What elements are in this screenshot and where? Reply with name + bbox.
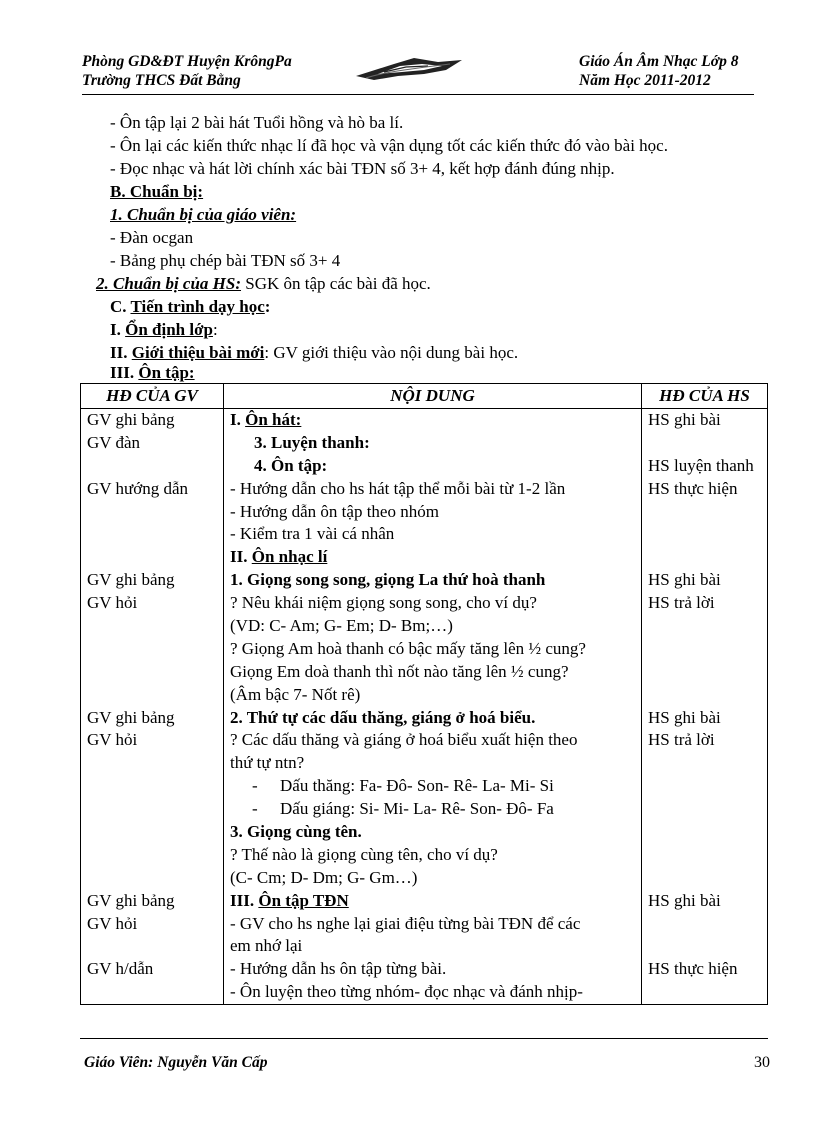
content-line-2: 3. Luyện thanh:	[254, 432, 370, 452]
step-1-num: I.	[110, 320, 126, 339]
prep-student	[96, 273, 431, 295]
content-line-4: - Hướng dẫn cho hs hát tập thể mỗi bài từ 1-2 lần	[230, 478, 566, 498]
flat-order: Dấu giáng: Si- Mi- La- Rê- Son- Đô- Fa	[280, 799, 554, 819]
content-line-20: ? Thế nào là giọng cùng tên, cho ví dụ?	[230, 844, 498, 864]
gv-line-22: GV ghi bảng	[87, 890, 175, 910]
content-line-25: - Hướng dẫn hs ôn tập từng bài.	[230, 959, 447, 979]
content-section-1-label: Ôn hát:	[245, 410, 302, 429]
content-section-2	[224, 546, 641, 569]
step-2-num: II.	[110, 343, 132, 362]
content-line-3: 4. Ôn tập:	[254, 455, 328, 475]
step-3	[110, 362, 195, 384]
procedure-suffix: :	[264, 297, 271, 316]
hs-line-1: HS ghi bài	[648, 410, 721, 429]
section-preparation: B. Chuẩn bị:	[110, 182, 204, 201]
content-line-6: - Kiểm tra 1 vài cá nhân	[230, 524, 395, 544]
table-row	[81, 409, 768, 1005]
step-1-suffix: :	[212, 320, 218, 339]
content-section-3-num: III.	[230, 890, 259, 910]
hs-line-25: HS thực hiện	[648, 959, 738, 979]
step-3-num: III.	[110, 363, 139, 382]
page-header	[82, 52, 752, 96]
prep-student-heading: 2. Chuẩn bị của HS:	[96, 274, 242, 293]
objective-2: - Ôn lại các kiến thức nhạc lí đã học và vận dụng tốt các kiến thức đó vào bài học.	[110, 136, 668, 155]
content-line-16: thứ tự ntn?	[230, 753, 305, 773]
header-subject: Giáo Án Âm Nhạc Lớp 8	[579, 53, 739, 70]
content-line-14: 2. Thứ tự các dấu thăng, giáng ở hoá biểu.	[230, 707, 536, 727]
dash-bullet-1: -	[252, 776, 258, 796]
dash-bullet-2: -	[252, 799, 258, 819]
content-section-3-label: Ôn tập TĐN	[258, 890, 349, 910]
content-line-23: - GV cho hs nghe lại giai điệu từng bài TĐN để các	[230, 913, 581, 933]
hs-line-3: HS luyện thanh	[648, 455, 754, 475]
content-line-12: Giọng Em doà thanh thì nốt nào tăng lên ½ cung?	[230, 661, 569, 681]
header-student-activity: HĐ CỦA HS	[642, 384, 768, 409]
objective-3: - Đọc nhạc và hát lời chính xác bài TĐN số 3+ 4, kết hợp đánh đúng nhịp.	[110, 159, 615, 178]
objective-1: - Ôn tập lại 2 bài hát Tuổi hồng và hò ba lí.	[110, 113, 404, 132]
content-column	[224, 409, 642, 1005]
hs-line-8: HS ghi bài	[648, 570, 721, 590]
content-line-26: - Ôn luyện theo từng nhóm- đọc nhạc và đánh nhịp-	[230, 982, 583, 1002]
hs-line-4: HS thực hiện	[648, 478, 738, 498]
content-line-10: (VD: C- Am; G- Em; D- Bm;…)	[230, 616, 453, 636]
header-school-year: Năm Học 2011-2012	[579, 72, 711, 89]
content-line-5: - Hướng dẫn ôn tập theo nhóm	[230, 501, 439, 521]
content-section-1	[224, 409, 641, 432]
sharp-order: Dấu thăng: Fa- Đô- Son- Rê- La- Mi- Si	[280, 776, 554, 796]
header-rule	[82, 94, 754, 95]
prep-teacher-item-1: - Đàn ocgan	[110, 228, 194, 247]
step-2-text: : GV giới thiệu vào nội dung bài học.	[264, 343, 519, 362]
header-right	[579, 52, 738, 90]
content-section-3	[224, 890, 641, 913]
prep-teacher-item-2: - Bảng phụ chép bài TĐN số 3+ 4	[110, 251, 341, 270]
gv-line-14: GV ghi bảng	[87, 707, 175, 727]
step-1	[110, 319, 218, 341]
section-procedure	[110, 296, 270, 318]
gv-line-2: GV đàn	[87, 432, 141, 452]
content-line-15: ? Các dấu thăng và giáng ở hoá biểu xuất hiện theo	[230, 730, 578, 750]
footer-rule	[80, 1038, 768, 1039]
teacher-activity-column	[81, 409, 224, 1005]
gv-line-4: GV hướng dẫn	[87, 478, 188, 498]
gv-line-8: GV ghi bảng	[87, 570, 175, 590]
content-line-13: (Âm bậc 7- Nốt rê)	[230, 684, 361, 704]
header-left	[82, 52, 292, 90]
student-activity-column	[642, 409, 768, 1005]
page-number: 30	[754, 1054, 770, 1071]
table-header-row	[81, 384, 768, 409]
hs-line-9: HS trả lời	[648, 593, 715, 613]
content-line-9: ? Nêu khái niệm giọng song song, cho ví dụ?	[230, 593, 537, 613]
gv-line-25: GV h/dẫn	[87, 959, 154, 979]
hs-line-22: HS ghi bài	[648, 890, 721, 910]
content-line-24: em nhớ lại	[230, 936, 303, 956]
hs-line-14: HS ghi bài	[648, 707, 721, 727]
procedure-label: Tiến trình dạy học	[130, 297, 265, 316]
teacher-name: Giáo Viên: Nguyễn Văn Cấp	[84, 1054, 268, 1071]
gv-line-23: GV hỏi	[87, 913, 138, 933]
content-line-11: ? Giọng Am hoà thanh có bậc mấy tăng lên ½ cung?	[230, 638, 586, 658]
content-line-17	[224, 775, 641, 798]
gv-line-9: GV hỏi	[87, 593, 138, 613]
content-line-8: 1. Giọng song song, giọng La thứ hoà thanh	[230, 570, 546, 590]
step-2-label: Giới thiệu bài mới	[131, 343, 265, 362]
content-section-1-num: I.	[230, 410, 246, 429]
step-2	[110, 342, 518, 364]
header-school: Trường THCS Đất Bằng	[82, 72, 241, 89]
content-section-2-num: II.	[230, 547, 252, 567]
hs-line-15: HS trả lời	[648, 730, 715, 750]
header-department: Phòng GD&ĐT Huyện KrôngPa	[82, 53, 292, 70]
content-section-2-label: Ôn nhạc lí	[251, 547, 328, 567]
step-3-label: Ôn tập:	[138, 363, 195, 382]
prep-student-text: SGK ôn tập các bài đã học.	[241, 274, 431, 293]
content-line-21: (C- Cm; D- Dm; G- Gm…)	[230, 867, 418, 887]
gv-line-15: GV hỏi	[87, 730, 138, 750]
prep-teacher-heading: 1. Chuẩn bị của giáo viên:	[110, 205, 297, 224]
lesson-plan-table	[80, 383, 768, 1005]
content-line-19: 3. Giọng cùng tên.	[230, 822, 362, 842]
step-1-label: Ổn định lớp	[125, 320, 213, 339]
gv-line-1: GV ghi bảng	[87, 410, 175, 429]
procedure-prefix: C.	[110, 297, 131, 316]
header-content: NỘI DUNG	[224, 384, 642, 409]
content-line-18	[224, 798, 641, 821]
decorative-logo-icon	[354, 54, 464, 84]
header-teacher-activity: HĐ CỦA GV	[81, 384, 224, 409]
